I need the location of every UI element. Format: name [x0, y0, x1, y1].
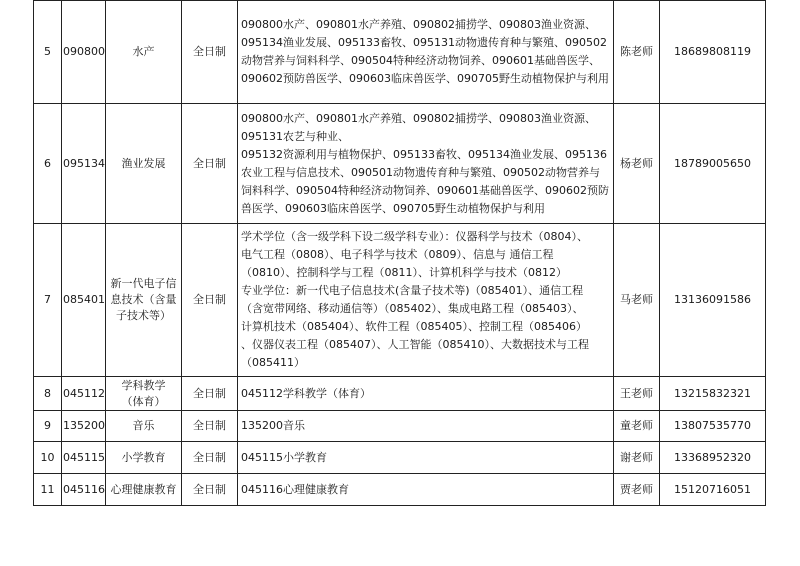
study-mode: 全日制	[182, 1, 238, 104]
description-line: 专业学位：新一代电子信息技术(含量子技术等)（085401）、通信工程	[241, 284, 584, 297]
description-line: （0810）、控制科学与工程（0811）、计算机科学与技术（0812）	[241, 266, 567, 279]
study-mode: 全日制	[182, 104, 238, 224]
study-mode: 全日制	[182, 474, 238, 506]
program-description	[238, 442, 614, 474]
description-line: 090800水产、090801水产养殖、090802捕捞学、090803渔业资源、	[241, 18, 596, 31]
program-description	[238, 411, 614, 442]
study-mode: 全日制	[182, 377, 238, 411]
program-name: 小学教育	[106, 442, 182, 474]
program-table	[33, 0, 766, 506]
contact-teacher: 谢老师	[614, 442, 660, 474]
contact-phone: 13368952320	[660, 442, 766, 474]
program-name-line: 子技术等）	[116, 309, 171, 322]
program-code: 045115	[62, 442, 106, 474]
row-index: 8	[34, 377, 62, 411]
table-row	[34, 224, 766, 377]
row-index: 7	[34, 224, 62, 377]
program-name: 渔业发展	[106, 104, 182, 224]
contact-phone: 13215832321	[660, 377, 766, 411]
description-line: （含宽带网络、移动通信等）（085402）、集成电路工程（085403）、	[241, 302, 584, 315]
program-code: 045116	[62, 474, 106, 506]
contact-phone: 18789005650	[660, 104, 766, 224]
description-line: 095134渔业发展、095133畜牧、095131动物遗传育种与繁殖、090502	[241, 36, 607, 49]
program-name-line: 息技术（含量	[110, 293, 177, 306]
row-index: 11	[34, 474, 62, 506]
table-row	[34, 104, 766, 224]
row-index: 5	[34, 1, 62, 104]
contact-phone: 13807535770	[660, 411, 766, 442]
table-row	[34, 411, 766, 442]
description-line: 045115小学教育	[241, 450, 327, 464]
table-body	[34, 1, 766, 506]
program-name-line: （体育）	[121, 394, 166, 408]
contact-phone: 18689808119	[660, 1, 766, 104]
program-code: 085401	[62, 224, 106, 377]
description-line: 045112学科教学（体育）	[241, 386, 371, 400]
row-index: 10	[34, 442, 62, 474]
program-description	[238, 104, 614, 224]
description-line: （085411）	[241, 356, 305, 369]
program-description	[238, 474, 614, 506]
description-line: 学术学位（含一级学科下设二级学科专业）：仪器科学与技术（0804）、	[241, 230, 588, 243]
description-line: 农业工程与信息技术、090501动物遗传育种与繁殖、090502动物营养与	[241, 165, 600, 179]
table-row	[34, 377, 766, 411]
program-name: 水产	[106, 1, 182, 104]
description-line: 计算机技术（085404）、软件工程（085405）、控制工程（085406）	[241, 320, 587, 333]
program-code: 045112	[62, 377, 106, 411]
program-code: 095134	[62, 104, 106, 224]
contact-teacher: 陈老师	[614, 1, 660, 104]
contact-phone: 13136091586	[660, 224, 766, 377]
table-row	[34, 1, 766, 104]
description-line: 动物营养与饲料科学、090504特种经济动物饲养、090601基础兽医学、	[241, 54, 600, 67]
description-line: 090800水产、090801水产养殖、090802捕捞学、090803渔业资源、	[241, 111, 596, 125]
description-line: 045116心理健康教育	[241, 482, 349, 496]
table-row	[34, 442, 766, 474]
table-row	[34, 474, 766, 506]
program-name	[106, 224, 182, 377]
description-line: 电气工程（0808）、电子科学与技术（0809）、信息与 通信工程	[241, 248, 554, 261]
contact-phone: 15120716051	[660, 474, 766, 506]
program-name-line: 新一代电子信	[110, 277, 177, 290]
description-line: 095132资源利用与植物保护、095133畜牧、095134渔业发展、095136	[241, 147, 607, 161]
contact-teacher: 贾老师	[614, 474, 660, 506]
program-name: 音乐	[106, 411, 182, 442]
program-name-line: 学科教学	[121, 378, 166, 392]
row-index: 6	[34, 104, 62, 224]
program-description	[238, 377, 614, 411]
study-mode: 全日制	[182, 442, 238, 474]
description-line: 兽医学、090603临床兽医学、090705野生动植物保护与利用	[241, 201, 545, 215]
description-line: 095131农艺与种业、	[241, 129, 349, 143]
description-line: 135200音乐	[241, 419, 305, 432]
description-line: 饲料科学、090504特种经济动物饲养、090601基础兽医学、090602预防	[241, 183, 609, 197]
study-mode: 全日制	[182, 224, 238, 377]
program-name: 心理健康教育	[106, 474, 182, 506]
study-mode: 全日制	[182, 411, 238, 442]
contact-teacher: 马老师	[614, 224, 660, 377]
row-index: 9	[34, 411, 62, 442]
description-line: 090602预防兽医学、090603临床兽医学、090705野生动植物保护与利用	[241, 72, 609, 85]
contact-teacher: 王老师	[614, 377, 660, 411]
program-description	[238, 1, 614, 104]
description-line: 、仪器仪表工程（085407）、人工智能（085410）、大数据技术与工程	[241, 338, 589, 351]
program-code: 090800	[62, 1, 106, 104]
program-code: 135200	[62, 411, 106, 442]
contact-teacher: 杨老师	[614, 104, 660, 224]
program-name	[106, 377, 182, 411]
program-description	[238, 224, 614, 377]
contact-teacher: 童老师	[614, 411, 660, 442]
